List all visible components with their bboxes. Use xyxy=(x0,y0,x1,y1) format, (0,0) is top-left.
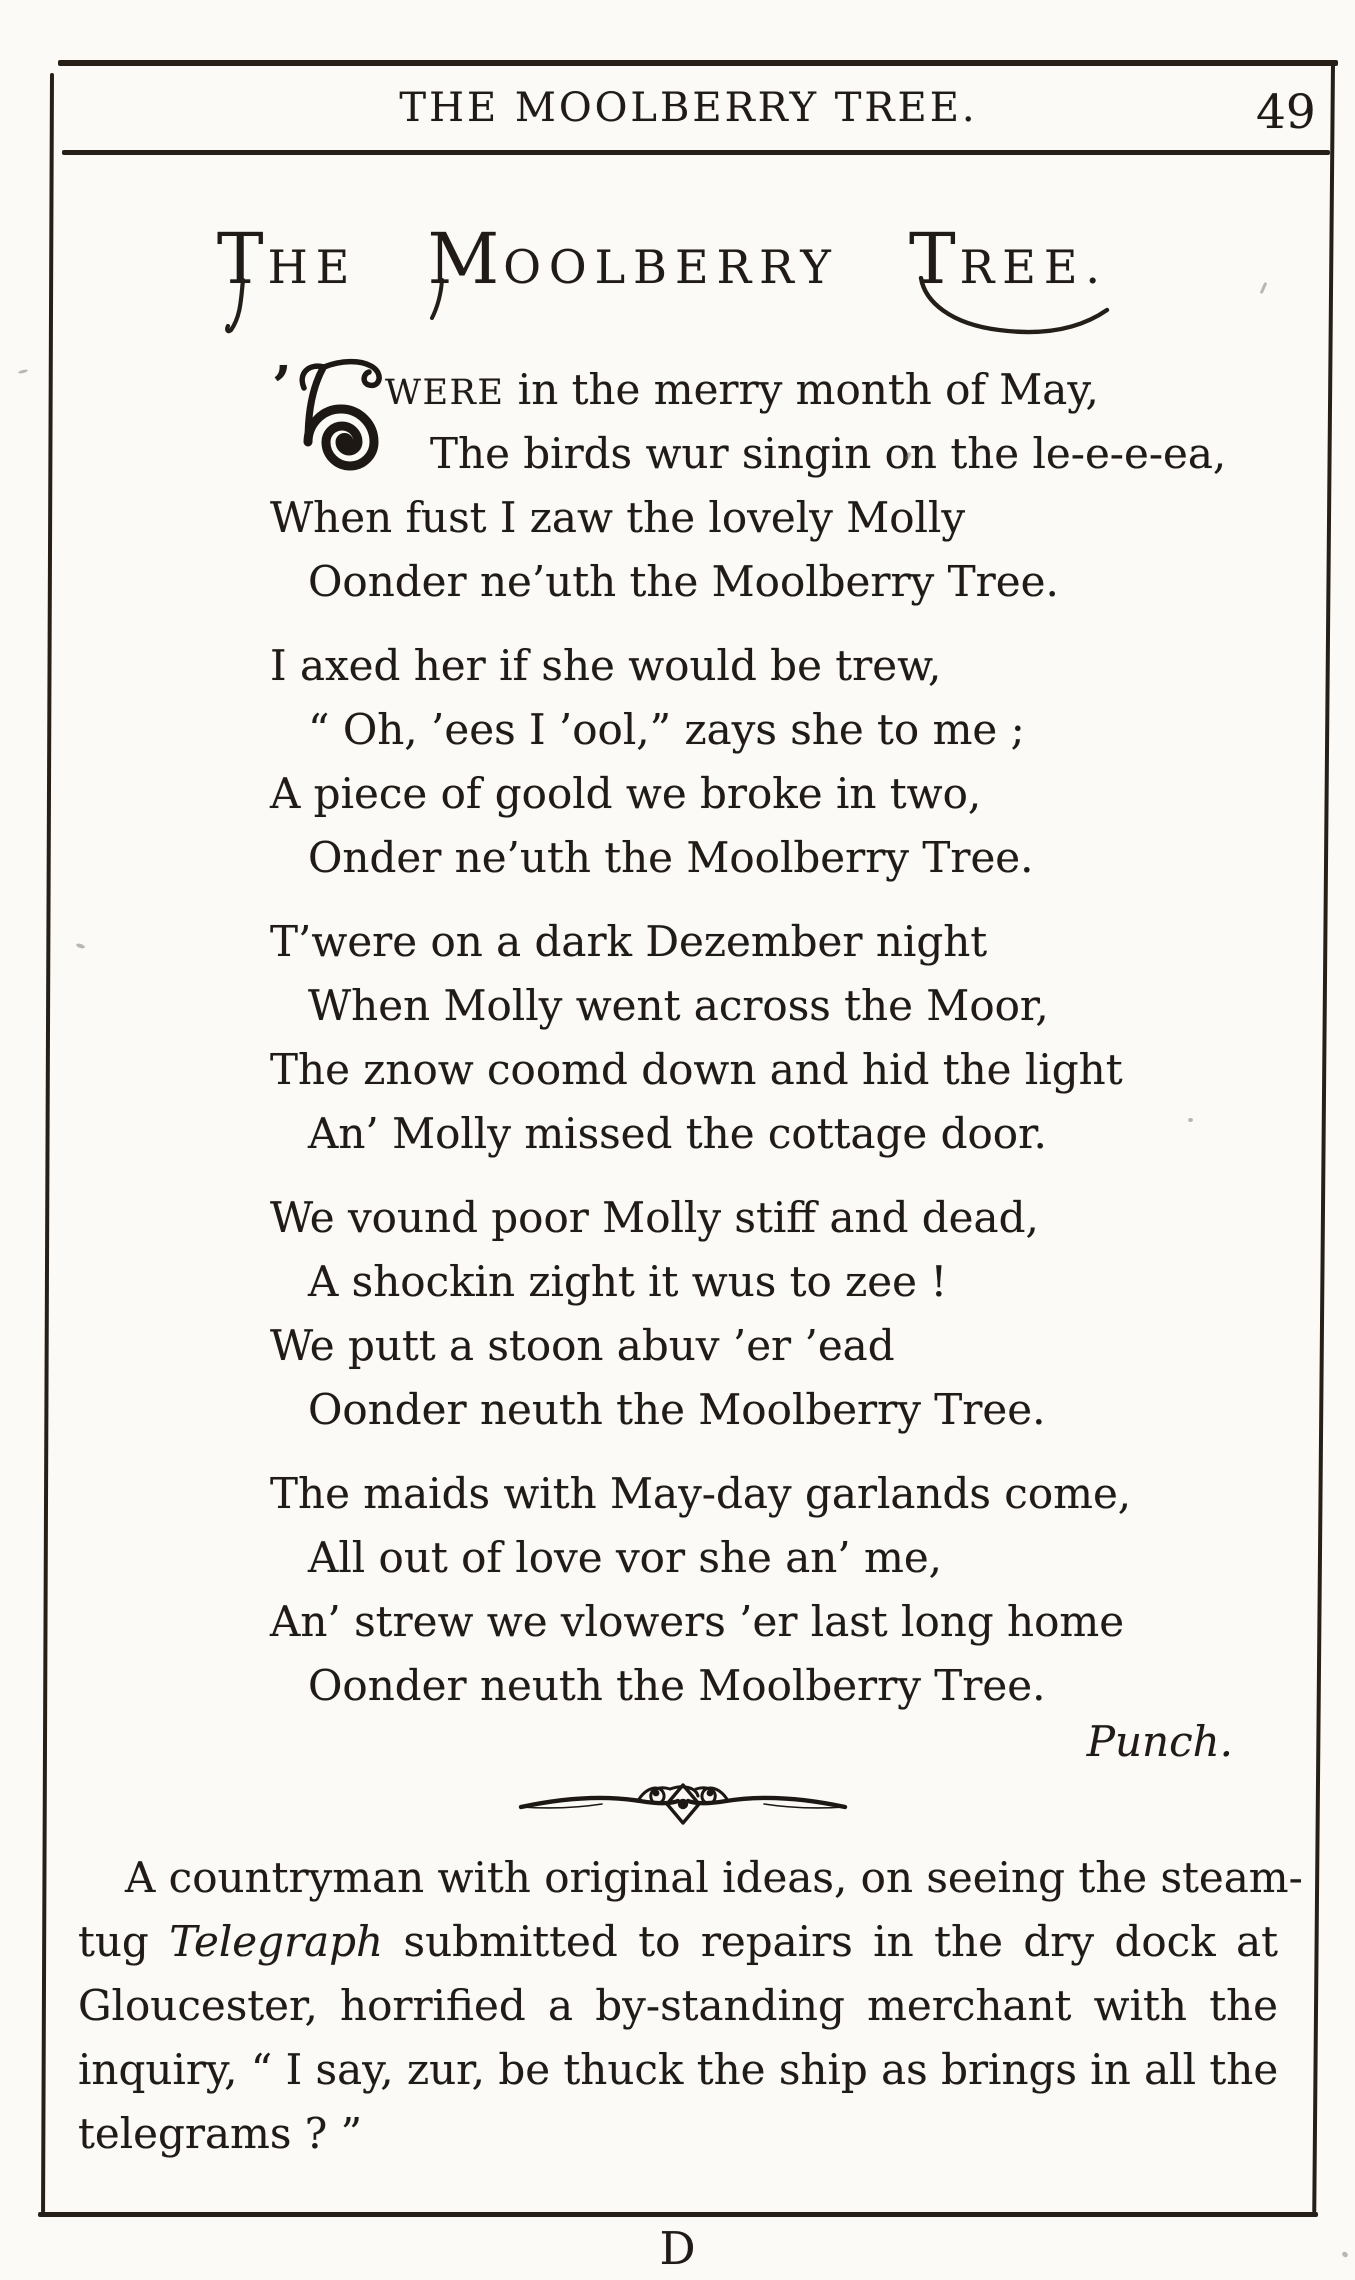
verse-line: Onder ne’uth the Moolberry Tree. xyxy=(308,833,1034,882)
verse-line: “ Oh, ’ees I ’ool,” zays she to me ; xyxy=(308,705,1025,754)
title-word-moolberry: MOOLBERRY xyxy=(428,218,839,300)
poem-stanza-4 xyxy=(270,1186,1045,1442)
verse-line: WERE in the merry month of May, xyxy=(385,365,1099,414)
verse-line: Oonder neuth the Moolberry Tree. xyxy=(308,1385,1046,1434)
poem-stanza-2 xyxy=(270,634,1034,890)
verse-line: When fust I zaw the lovely Molly xyxy=(270,493,966,542)
page-frame-left-border xyxy=(41,73,54,2213)
verse-line: A shockin zight it wus to zee ! xyxy=(308,1257,948,1306)
running-header: THE MOOLBERRY TREE. xyxy=(399,85,978,131)
verse-line: The znow coomd down and hid the light xyxy=(270,1045,1123,1094)
verse-line: Oonder ne’uth the Moolberry Tree. xyxy=(308,557,1059,606)
page-number: 49 xyxy=(1256,85,1316,140)
drop-initial-apostrophe: ’ xyxy=(272,354,292,420)
verse-line: When Molly went across the Moor, xyxy=(308,981,1049,1030)
anecdote-line: tug Telegraph submitted to repairs in the dry dock at xyxy=(78,1917,1278,1966)
title-swash-tail-tree xyxy=(913,276,1113,342)
verse-line: An’ Molly missed the cottage door. xyxy=(308,1109,1047,1158)
scan-speck xyxy=(76,943,86,950)
verse-line: The birds wur singin on the le-e-e-ea, xyxy=(430,429,1227,478)
verse-line: Oonder neuth the Moolberry Tree. xyxy=(308,1661,1046,1710)
verse-line: A piece of goold we broke in two, xyxy=(270,769,982,818)
header-rule xyxy=(62,150,1330,155)
title-swash-tail-the xyxy=(225,278,261,336)
anecdote-line: inquiry, “ I say, zur, be thuck the ship as brings in all the xyxy=(78,2045,1279,2094)
verse-line: We putt a stoon abuv ’er ’ead xyxy=(270,1321,895,1370)
title-swash-tail-m xyxy=(430,278,454,324)
section-divider-flourish xyxy=(518,1776,848,1832)
verse-line: The maids with May-day garlands come, xyxy=(270,1469,1132,1518)
anecdote-line: A countryman with original ideas, on seeing the steam- xyxy=(125,1853,1303,1902)
page-frame-bottom-rule xyxy=(38,2212,1318,2217)
ship-name-italic: Telegraph xyxy=(169,1917,384,1966)
poem-stanza-3 xyxy=(270,910,1123,1166)
title-word-the: THE xyxy=(217,218,357,300)
anecdote-line: telegrams ? ” xyxy=(78,2109,363,2158)
verse-line: T’were on a dark Dezember night xyxy=(270,917,988,966)
poem-attribution: Punch. xyxy=(1086,1717,1233,1766)
anecdote-paragraph xyxy=(78,1846,1303,2166)
verse-line: All out of love vor she an’ me, xyxy=(308,1533,943,1582)
page-frame-top-rule xyxy=(58,60,1338,66)
poem-stanza-1 xyxy=(270,358,1226,614)
poem-stanza-5 xyxy=(270,1462,1131,1718)
anecdote-line: Gloucester, horrified a by-standing merchant with the xyxy=(78,1981,1278,2030)
title-word-tree: TREE. xyxy=(909,218,1108,300)
poem-title xyxy=(0,218,1325,300)
page-frame-right-border xyxy=(1312,63,1335,2213)
scan-speck xyxy=(18,369,28,374)
verse-line: An’ strew we vlowers ’er last long home xyxy=(270,1597,1125,1646)
opening-caps: WERE xyxy=(385,373,505,413)
verse-line: I axed her if she would be trew, xyxy=(270,641,942,690)
verse-line: We vound poor Molly stiff and dead, xyxy=(270,1193,1039,1242)
signature-mark: D xyxy=(659,2222,696,2275)
scan-speck xyxy=(1188,1118,1193,1122)
